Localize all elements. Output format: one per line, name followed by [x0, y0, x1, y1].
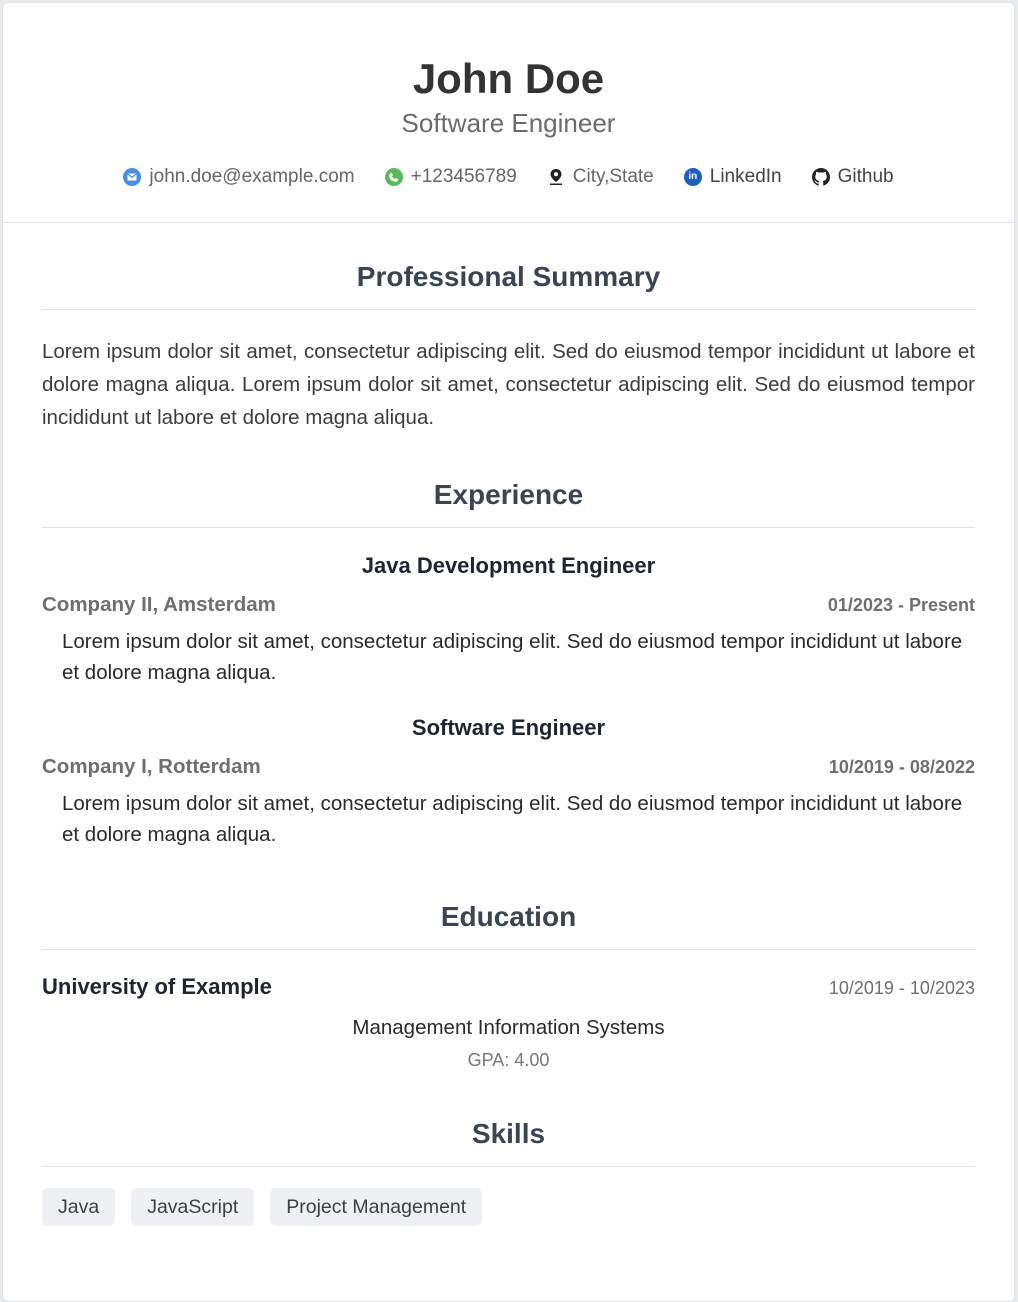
experience-divider: [42, 527, 975, 528]
location-icon: [547, 168, 565, 186]
resume-body: [3, 260, 1014, 1226]
skill-tag: JavaScript: [131, 1188, 254, 1226]
experience-heading: Experience: [433, 479, 584, 510]
phone-icon: [385, 168, 403, 186]
contact-phone[interactable]: [385, 165, 517, 189]
linkedin-icon: in: [684, 168, 702, 186]
experience-item: [42, 553, 975, 688]
contact-linkedin-text: LinkedIn: [709, 166, 782, 187]
degree: Management Information Systems: [352, 1016, 665, 1039]
job-description: Lorem ipsum dolor sit amet, consectetur adipiscing elit. Sed do eiusmod tempor incididunt ut labore et dolore magna aliqua.: [62, 630, 963, 684]
job-dates: 10/2019 - 08/2022: [828, 757, 975, 777]
contact-email-text: john.doe@example.com: [149, 166, 355, 187]
github-icon: [812, 168, 830, 186]
job-dates: 01/2023 - Present: [827, 595, 975, 615]
job-meta: [42, 593, 975, 617]
skill-tag: Project Management: [270, 1188, 482, 1226]
job-company: Company I, Rotterdam: [42, 755, 261, 778]
email-icon: [123, 168, 141, 186]
job-title: Software Engineer: [411, 715, 606, 740]
contact-phone-text: +123456789: [410, 166, 517, 187]
contact-location: [547, 165, 654, 189]
contact-email[interactable]: [123, 165, 354, 189]
experience-item: [42, 715, 975, 850]
resume-header: [3, 3, 1014, 223]
person-name: John Doe: [412, 55, 605, 102]
summary-divider: [42, 309, 975, 310]
contact-linkedin[interactable]: [684, 165, 782, 189]
job-meta: [42, 755, 975, 779]
summary-text: Lorem ipsum dolor sit amet, consectetur adipiscing elit. Sed do eiusmod tempor incididunt ut labore et dolore magna aliqua. Lorem ipsum dolor sit amet, consectetur adipiscing elit. Sed do eiusmod tempor incididunt ut labore et dolore magna aliqua.: [42, 340, 975, 429]
skills-divider: [42, 1166, 975, 1167]
job-company: Company II, Amsterdam: [42, 593, 276, 616]
contact-location-text: City,State: [572, 166, 654, 187]
skills-heading: Skills: [471, 1118, 546, 1149]
school-name: University of Example: [42, 974, 272, 999]
gpa: GPA: 4.00: [467, 1050, 550, 1070]
education-heading: Education: [440, 901, 577, 932]
skill-tag: Java: [42, 1188, 115, 1226]
education-divider: [42, 949, 975, 950]
job-title-header: Software Engineer: [401, 108, 616, 138]
skills-list: [42, 1188, 975, 1226]
contact-github[interactable]: [812, 165, 894, 189]
contact-list: [3, 165, 1014, 189]
job-title: Java Development Engineer: [361, 553, 656, 578]
summary-heading: Professional Summary: [356, 261, 661, 292]
resume-card: [2, 2, 1015, 1302]
education-meta: [42, 974, 975, 1000]
job-description: Lorem ipsum dolor sit amet, consectetur adipiscing elit. Sed do eiusmod tempor incididunt ut labore et dolore magna aliqua.: [62, 792, 963, 846]
contact-github-text: Github: [837, 166, 894, 187]
education-dates: 10/2019 - 10/2023: [828, 978, 975, 998]
